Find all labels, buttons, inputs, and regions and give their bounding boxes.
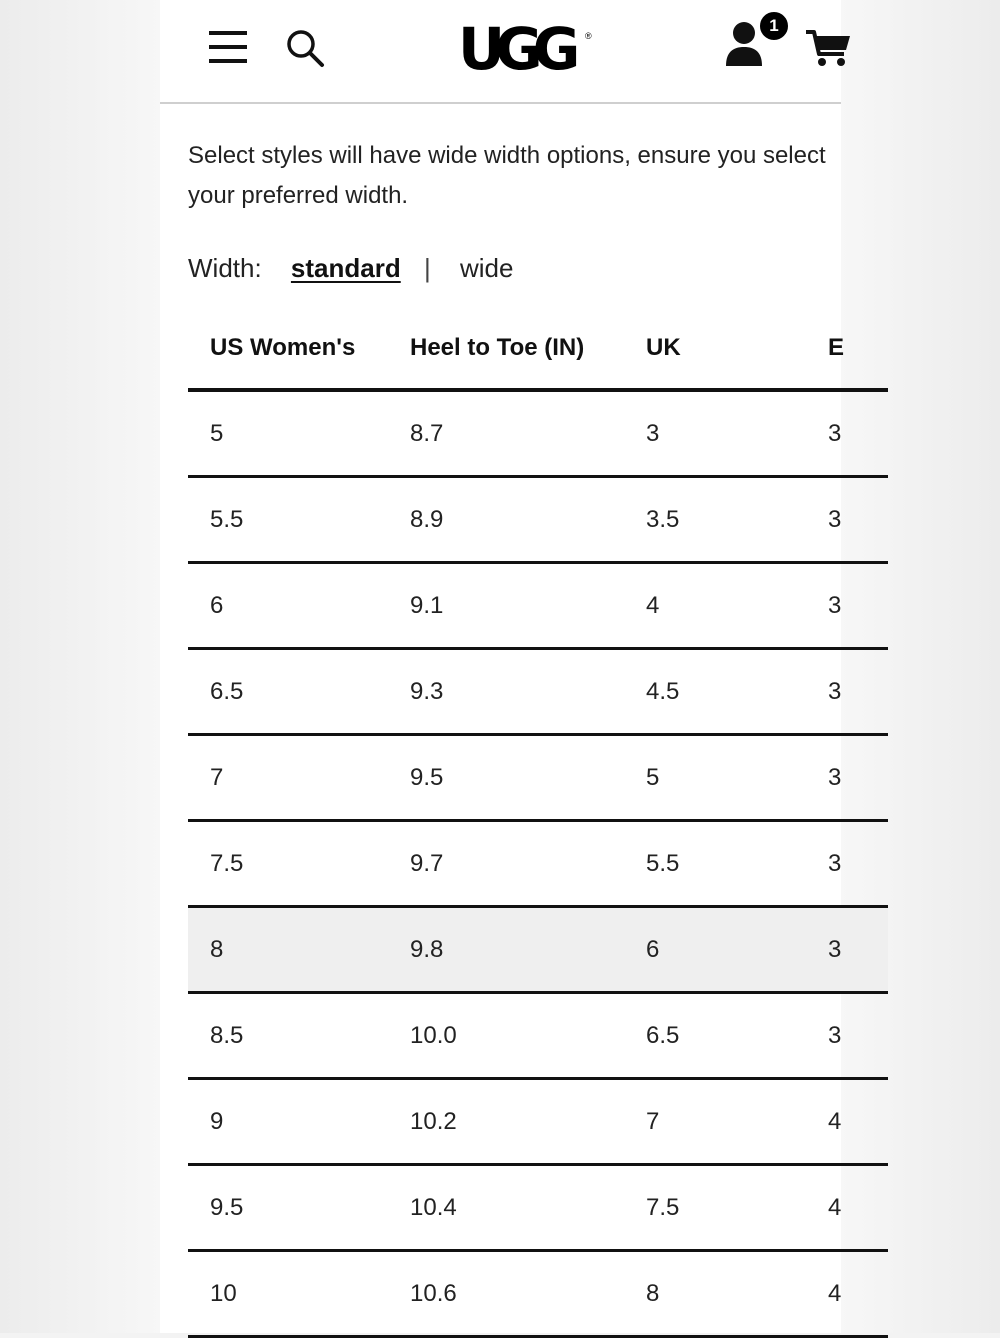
cell-uk: 3 — [646, 390, 828, 477]
cell-heel-to-toe: 9.1 — [410, 563, 646, 649]
cell-uk: 5 — [646, 735, 828, 821]
cell-eu: 3 — [828, 563, 888, 649]
cell-heel-to-toe: 10.6 — [410, 1251, 646, 1337]
search-icon[interactable] — [285, 28, 325, 68]
cell-us: 8 — [188, 907, 410, 993]
table-row — [188, 563, 888, 649]
ugg-logo[interactable] — [458, 14, 592, 84]
cell-eu: 3 — [828, 993, 888, 1079]
width-option-standard[interactable]: standard — [290, 253, 401, 283]
width-option-wide[interactable]: wide — [459, 253, 514, 283]
cell-uk: 7 — [646, 1079, 828, 1165]
cell-us: 6 — [188, 563, 410, 649]
table-row — [188, 649, 888, 735]
cell-eu: 3 — [828, 477, 888, 563]
table-row — [188, 735, 888, 821]
cell-us: 5.5 — [188, 477, 410, 563]
table-header-row — [188, 308, 888, 390]
logo-trademark: ® — [585, 31, 592, 41]
cell-eu: 4 — [828, 1079, 888, 1165]
cell-eu: 3 — [828, 735, 888, 821]
cell-uk: 6.5 — [646, 993, 828, 1079]
cell-eu: 3 — [828, 390, 888, 477]
cell-us: 9 — [188, 1079, 410, 1165]
cell-uk: 7.5 — [646, 1165, 828, 1251]
cell-eu: 3 — [828, 821, 888, 907]
cell-uk: 4 — [646, 563, 828, 649]
table-row — [188, 477, 888, 563]
cell-us: 10 — [188, 1251, 410, 1337]
mobile-page — [160, 0, 845, 1333]
size-chart-table — [188, 308, 888, 1338]
table-row — [188, 993, 888, 1079]
cell-heel-to-toe: 9.3 — [410, 649, 646, 735]
logo-text: UGG — [458, 15, 571, 83]
cell-us: 9.5 — [188, 1165, 410, 1251]
cell-uk: 6 — [646, 907, 828, 993]
cell-us: 7 — [188, 735, 410, 821]
header-us-womens: US Women's — [188, 308, 410, 390]
table-row — [188, 1165, 888, 1251]
cell-eu: 4 — [828, 1165, 888, 1251]
site-header — [160, 0, 841, 104]
width-selector — [188, 248, 513, 288]
width-label: Width: — [188, 253, 262, 283]
cell-heel-to-toe: 9.8 — [410, 907, 646, 993]
cell-heel-to-toe: 10.2 — [410, 1079, 646, 1165]
cell-heel-to-toe: 9.7 — [410, 821, 646, 907]
wide-width-notice: Select styles will have wide width options, ensure you select your preferred width. — [188, 142, 826, 209]
account-notification-badge: 1 — [758, 10, 790, 42]
cell-eu: 3 — [828, 907, 888, 993]
cell-heel-to-toe: 8.7 — [410, 390, 646, 477]
table-row — [188, 821, 888, 907]
cell-eu: 3 — [828, 649, 888, 735]
cell-heel-to-toe: 8.9 — [410, 477, 646, 563]
cell-heel-to-toe: 9.5 — [410, 735, 646, 821]
cell-eu: 4 — [828, 1251, 888, 1337]
cell-us: 7.5 — [188, 821, 410, 907]
header-uk: UK — [646, 308, 828, 390]
table-row — [188, 390, 888, 477]
cell-uk: 5.5 — [646, 821, 828, 907]
table-row — [188, 1079, 888, 1165]
cell-uk: 3.5 — [646, 477, 828, 563]
cell-heel-to-toe: 10.4 — [410, 1165, 646, 1251]
header-heel-to-toe: Heel to Toe (IN) — [410, 308, 646, 390]
menu-icon[interactable] — [209, 30, 247, 64]
table-row — [188, 1251, 888, 1337]
cell-us: 8.5 — [188, 993, 410, 1079]
cell-heel-to-toe: 10.0 — [410, 993, 646, 1079]
header-eu: E — [828, 308, 888, 390]
cell-uk: 4.5 — [646, 649, 828, 735]
table-row-highlighted — [188, 907, 888, 993]
cell-uk: 8 — [646, 1251, 828, 1337]
cart-icon[interactable] — [806, 28, 850, 68]
cell-us: 5 — [188, 390, 410, 477]
width-separator: | — [423, 253, 431, 283]
cell-us: 6.5 — [188, 649, 410, 735]
